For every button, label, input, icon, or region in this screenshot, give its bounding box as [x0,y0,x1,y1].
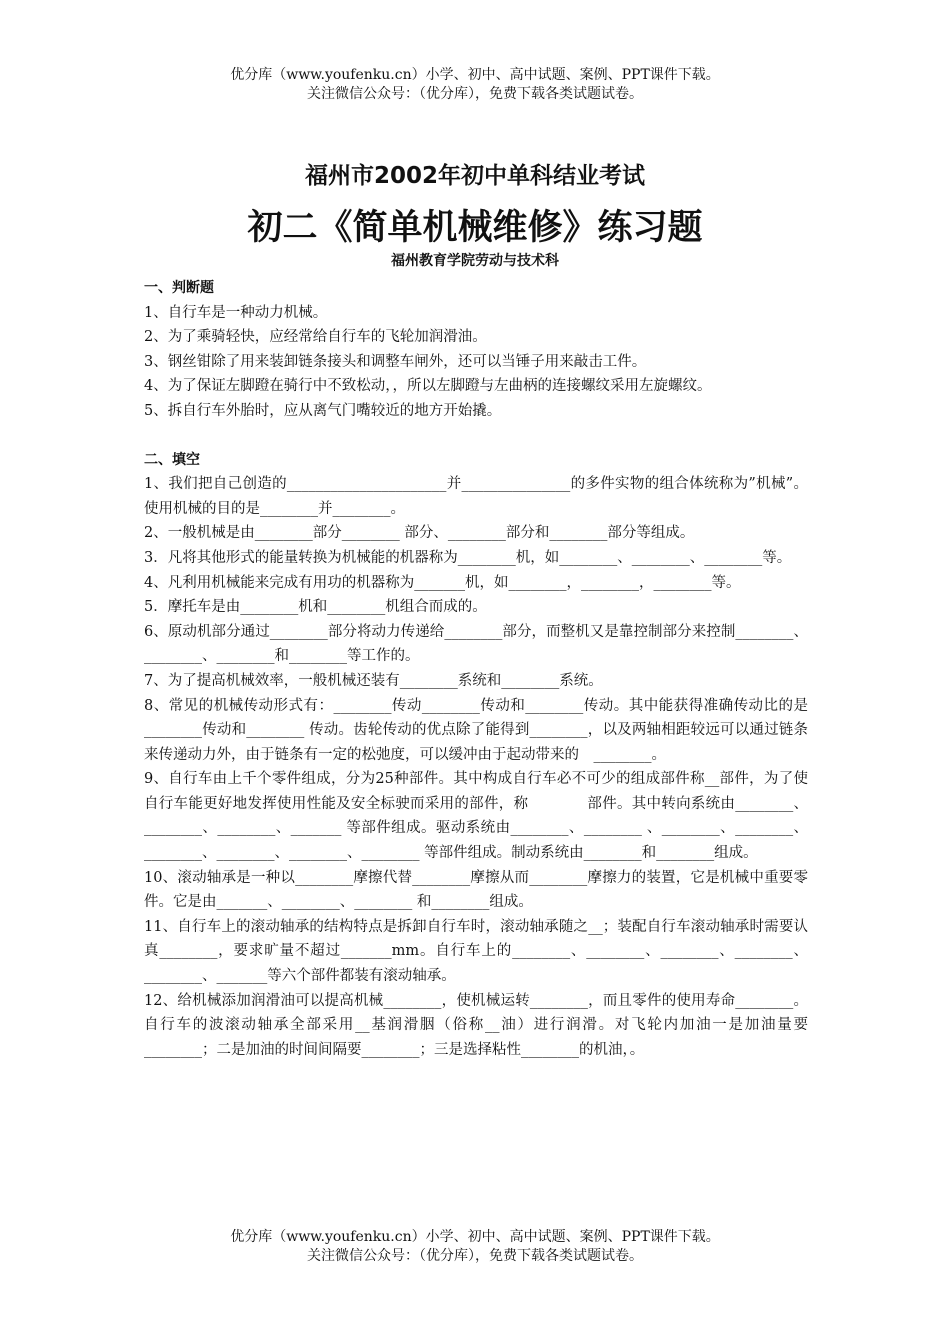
footer-line-2: 关注微信公众号：（优分库），免费下载各类试题试卷。 [307,1248,643,1264]
section-heading-judgement: 一、判断题 [144,280,214,296]
question-item: 11、自行车上的滚动轴承的结构特点是拆卸自行车时，滚动轴承随之__；装配自行车滚动轴承时需要认真________，要求旷量不超过_______mm。自行车上的________、________、________、________、________、_______等六个部件都装有滚动轴承。 [144,918,808,985]
document-body [144,276,808,1062]
question-item: 9、自行车由上千个零件组成，分为25种部件。其中构成自行车必不可少的组成部件称__部件，为了使自行车能更好地发挥使用性能及安全标驶而采用的部件，称 部件。其中转向系统由________、________、________、_______ 等部件组成。驱动系统由________、________ 、________、________、________、________、________、________ 等部件组成。制动系统由________和________组成。 [144,771,808,862]
author-line: 福州教育学院劳动与技术科 [391,253,559,269]
section-gap [144,424,808,448]
page-header [0,66,950,104]
question-item: 6、原动机部分通过________部分将动力传递给________部分，而整机又是靠控制部分来控制________、________、________和________等工作的。 [144,623,808,665]
question-item: 2、为了乘骑轻快，应经常给自行车的飞轮加润滑油。 [144,329,487,346]
question-item: 1、自行车是一种动力机械。 [144,304,328,321]
question-item: 1、我们把自己创造的______________________并_______________的多件实物的组合体统称为”机械”。使用机械的目的是________并________。 [144,476,808,517]
question-item: 12、给机械添加润滑油可以提高机械________，使机械运转________，而且零件的使用寿命________。自行车的波滚动轴承全部采用__基润滑胭（俗称__油）进行润滑。对飞轮内加油一是加油量要________；二是加油的时间间隔要________；三是选择粘性________的机油，。 [144,992,808,1058]
question-item: 2、一般机械是由________部分________ 部分、________部分和________部分等组成。 [144,525,695,542]
question-item: 3．凡将其他形式的能量转换为机械能的机器称为________机，如________、________、________等。 [144,549,792,566]
question-item: 5．摩托车是由________机和________机组合而成的。 [144,599,487,616]
question-item: 4、凡利用机械能来完成有用功的机器称为_______机，如________，________，________等。 [144,574,741,591]
question-item: 7、为了提高机械效率，一般机械还装有________系统和________系统。 [144,672,603,689]
footer-line-1: 优分库（www.youfenku.cn）小学、初中、高中试题、案例、PPT课件下载。 [230,1229,720,1245]
exercise-title: 初二《简单机械维修》练习题 [247,208,703,248]
question-item: 4、为了保证左脚蹬在骑行中不致松动，，所以左脚蹬与左曲柄的连接螺纹采用左旋螺纹。 [144,378,712,395]
question-item: 8、常见的机械传动形式有：________传动________传动和________传动。其中能获得准确传动比的是________传动和________ 传动。齿轮传动的优点除了能得到________，以及两轴相距较远可以通过链条来传递动力外，由于链条有一定的松弛度，可以缓冲由于起动带来的 ________。 [144,697,808,763]
question-item: 3、钢丝钳除了用来装卸链条接头和调整车闸外，还可以当锤子用来敲击工件。 [144,353,647,370]
exam-title: 福州市2002年初中单科结业考试 [304,163,645,189]
page-footer [0,1228,950,1266]
question-item: 10、滚动轴承是一种以________摩擦代替________摩擦从而________摩擦力的装置，它是机械中重要零件。它是由_______、________、________ 和________组成。 [144,869,808,911]
header-line-1: 优分库（www.youfenku.cn）小学、初中、高中试题、案例、PPT课件下载。 [230,67,720,83]
section-heading-fill-in: 二、填空 [144,451,200,468]
question-item: 5、拆自行车外胎时，应从离气门嘴较近的地方开始撬。 [144,402,502,419]
header-line-2: 关注微信公众号：（优分库），免费下载各类试题试卷。 [307,86,643,102]
